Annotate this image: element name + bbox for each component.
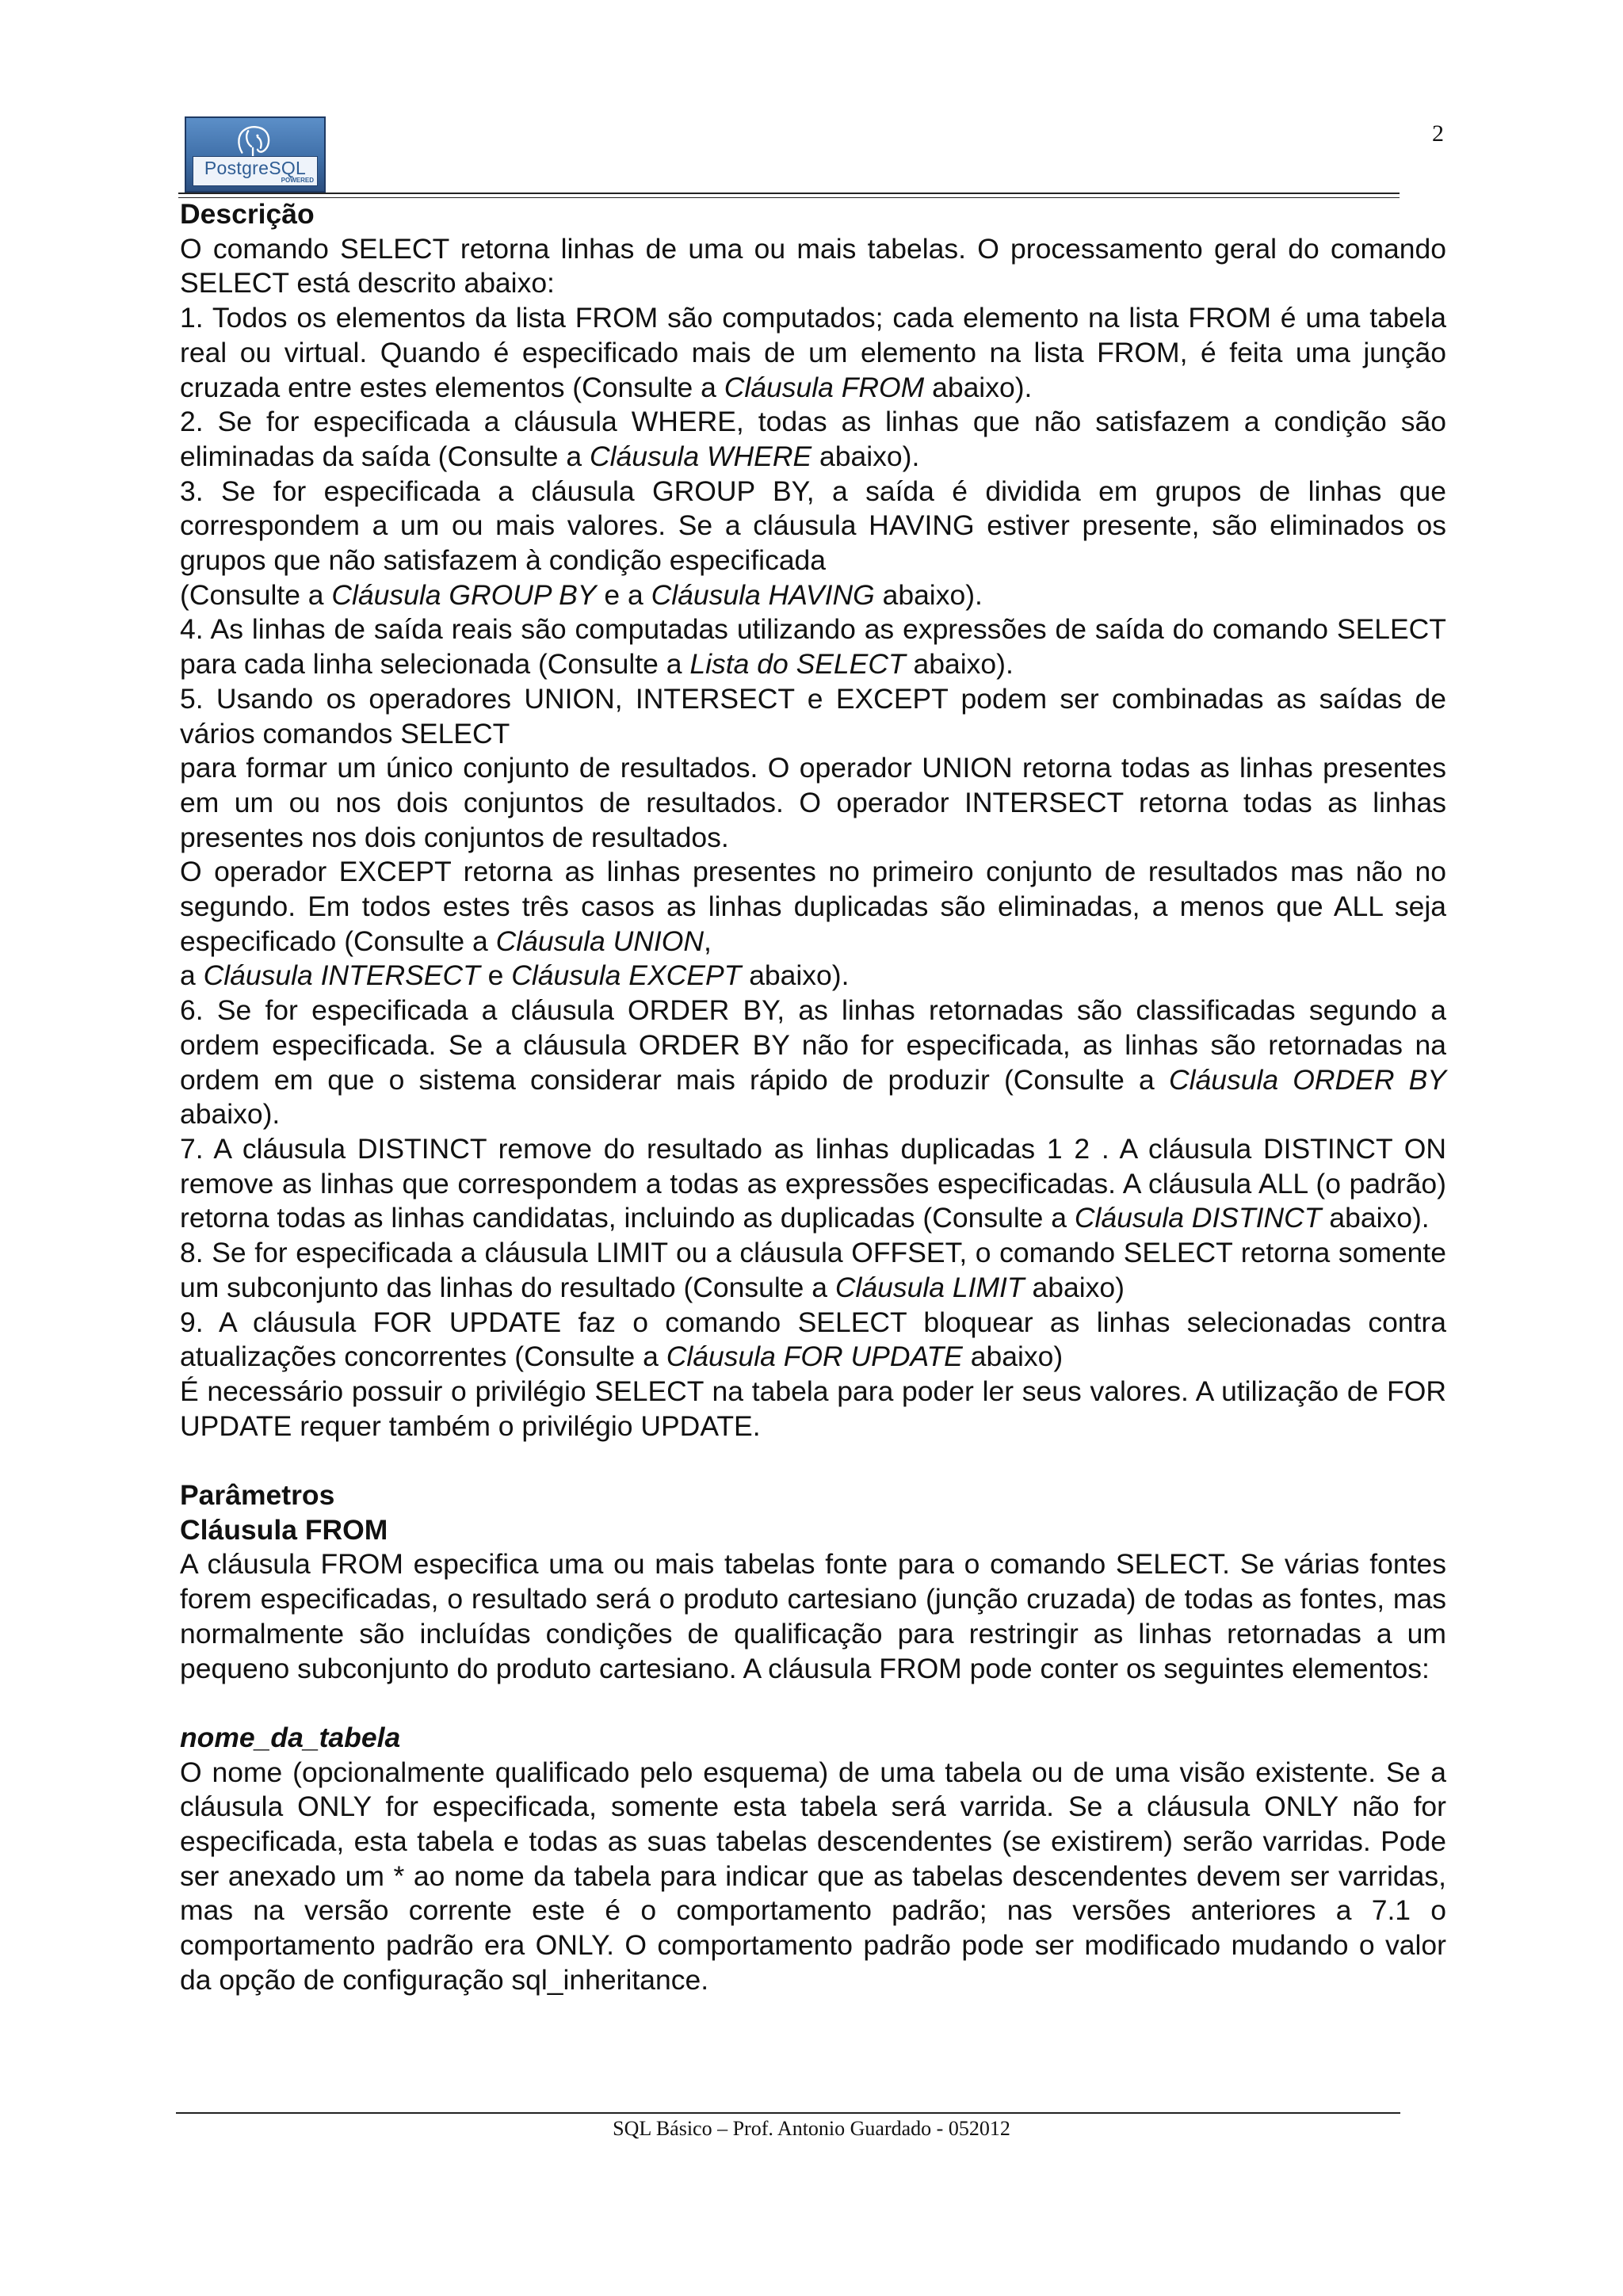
ref-clausula-limit: Cláusula LIMIT (834, 1271, 1025, 1303)
page-number: 2 (1432, 120, 1444, 147)
spacer (180, 1686, 1446, 1721)
header-rule (178, 193, 1400, 194)
ref-clausula-from: Cláusula FROM (724, 371, 925, 403)
paragraph-item-5-except: O operador EXCEPT retorna as linhas presentes no primeiro conjunto de resultados mas não no segundo. Em todos estes três casos as linhas duplicadas são eliminadas, a menos que ALL seja especificado (Consulte a Cláusula UNION, (180, 856, 1446, 957)
logo-title: PostgreSQL (204, 157, 307, 178)
paragraph-item-9: 9. A cláusula FOR UPDATE faz o comando SELECT bloquear as linhas selecionadas contra atualizações concorrentes (Consulte a Cláusula FOR UPDATE abaixo) (180, 1306, 1446, 1373)
paragraph-intro: O comando SELECT retorna linhas de uma ou mais tabelas. O processamento geral do comando SELECT está descrito abaixo: (180, 232, 1446, 299)
logo-subtitle: POWERED (281, 176, 314, 184)
subsection-heading-clausula-from: Cláusula FROM (180, 1513, 388, 1546)
paragraph-item-2: 2. Se for especificada a cláusula WHERE, todas as linhas que não satisfazem a condição são eliminadas da saída (Consulte a Cláusula WHERE abaixo). (180, 406, 1446, 472)
paragraph-item-5-last: a Cláusula INTERSECT e Cláusula EXCEPT abaixo). (180, 959, 850, 992)
paragraph-item-1: 1. Todos os elementos da lista FROM são computados; cada elemento na lista FROM é uma tabela real ou virtual. Quando é especificado mais de um elemento na lista FROM, é feita uma junção cruzada entre estes elementos (Consulte a Cláusula FROM abaixo). (180, 302, 1446, 403)
ref-clausula-intersect: Cláusula INTERSECT (203, 959, 480, 992)
ref-clausula-order-by: Cláusula ORDER BY (1168, 1063, 1446, 1096)
paragraph-item-3-cont: (Consulte a Cláusula GROUP BY e a Cláusula HAVING abaixo). (180, 578, 983, 611)
ref-lista-select: Lista do SELECT (689, 648, 906, 681)
paragraph-privilege: É necessário possuir o privilégio SELECT na tabela para poder ler seus valores. A utilização de FOR UPDATE requer também o privilégio UPDATE. (180, 1375, 1446, 1442)
paragraph-item-8: 8. Se for especificada a cláusula LIMIT ou a cláusula OFFSET, o comando SELECT retorna somente um subconjunto das linhas do resultado (Consulte a Cláusula LIMIT abaixo) (180, 1237, 1446, 1303)
paragraph-item-4: 4. As linhas de saída reais são computadas utilizando as expressões de saída do comando SELECT para cada linha selecionada (Consulte a Lista do SELECT abaixo). (180, 613, 1446, 681)
paragraph-item-7: 7. A cláusula DISTINCT remove do resultado as linhas duplicadas 1 2 . A cláusula DISTINCT ON remove as linhas que correspondem a todas as expressões especificadas. A cláusula ALL (o padrão) retorna todas as linhas candidatas, incluindo as duplicadas (Consulte a Cláusula DISTINCT abaixo). (180, 1132, 1446, 1234)
paragraph-item-5: 5. Usando os operadores UNION, INTERSECT e EXCEPT podem ser combinadas as saídas de vários comandos SELECT (180, 682, 1446, 749)
term-nome-da-tabela: nome_da_tabela (180, 1721, 401, 1753)
ref-clausula-group-by: Cláusula GROUP BY (331, 578, 597, 611)
ref-clausula-union: Cláusula UNION (495, 925, 705, 957)
section-heading-parametros: Parâmetros (180, 1479, 335, 1511)
footer-rule (176, 2112, 1400, 2114)
section-heading-descricao: Descrição (180, 198, 315, 230)
logo-wordmark (193, 156, 318, 186)
paragraph-item-5-cont: para formar um único conjunto de resultados. O operador UNION retorna todas as linhas presentes em um ou nos dois conjuntos de resultados. O operador INTERSECT retorna todas as linhas presentes nos dois conjuntos de resultados. (180, 752, 1446, 853)
ref-clausula-distinct: Cláusula DISTINCT (1074, 1202, 1322, 1234)
paragraph-from: A cláusula FROM especifica uma ou mais tabelas fonte para o comando SELECT. Se várias fontes forem especificadas, o resultado será o produto cartesiano (junção cruzada) de todas as fontes, mas normalmente são incluídas condições de qualificação para restringir as linhas retornadas a um pequeno subconjunto do produto cartesiano. A cláusula FROM pode conter os seguintes elementos: (180, 1548, 1446, 1684)
postgresql-logo (185, 116, 326, 193)
paragraph-item-3: 3. Se for especificada a cláusula GROUP BY, a saída é dividida em grupos de linhas que correspondem a um ou mais valores. Se a cláusula HAVING estiver presente, são eliminados os grupos que não satisfazem à condição especificada (180, 475, 1446, 577)
ref-clausula-for-update: Cláusula FOR UPDATE (666, 1341, 963, 1373)
paragraph-item-6: 6. Se for especificada a cláusula ORDER BY, as linhas retornadas são classificadas segundo a ordem especificada. Se a cláusula ORDER BY não for especificada, as linhas são retornadas na ordem em que o sistema considerar mais rápido de produzir (Consulte a Cláusula ORDER BY abaixo). (180, 994, 1446, 1131)
ref-clausula-where: Cláusula WHERE (590, 440, 812, 472)
paragraph-nome-da-tabela: O nome (opcionalmente qualificado pelo esquema) de uma tabela ou de uma visão existente. Se a cláusula ONLY for especificada, somente esta tabela será varrida. Se a cláusula ONLY não for especificada, esta tabela e todas as suas tabelas descendentes (se existirem) serão varridas. Pode ser anexado um * ao nome da tabela para indicar que as tabelas descendentes devem ser varridas, mas na versão corrente este é o comportamento padrão; nas versões anteriores a 7.1 o comportamento padrão era ONLY. O comportamento padrão pode ser modificado mudando o valor da opção de configuração sql_inheritance. (180, 1756, 1446, 1996)
ref-clausula-having: Cláusula HAVING (651, 578, 875, 611)
document-body (180, 197, 1446, 1998)
spacer (180, 1444, 1446, 1478)
ref-clausula-except: Cláusula EXCEPT (511, 959, 742, 992)
footer-text: SQL Básico – Prof. Antonio Guardado - 052012 (613, 2117, 1010, 2140)
elephant-icon (186, 121, 324, 161)
